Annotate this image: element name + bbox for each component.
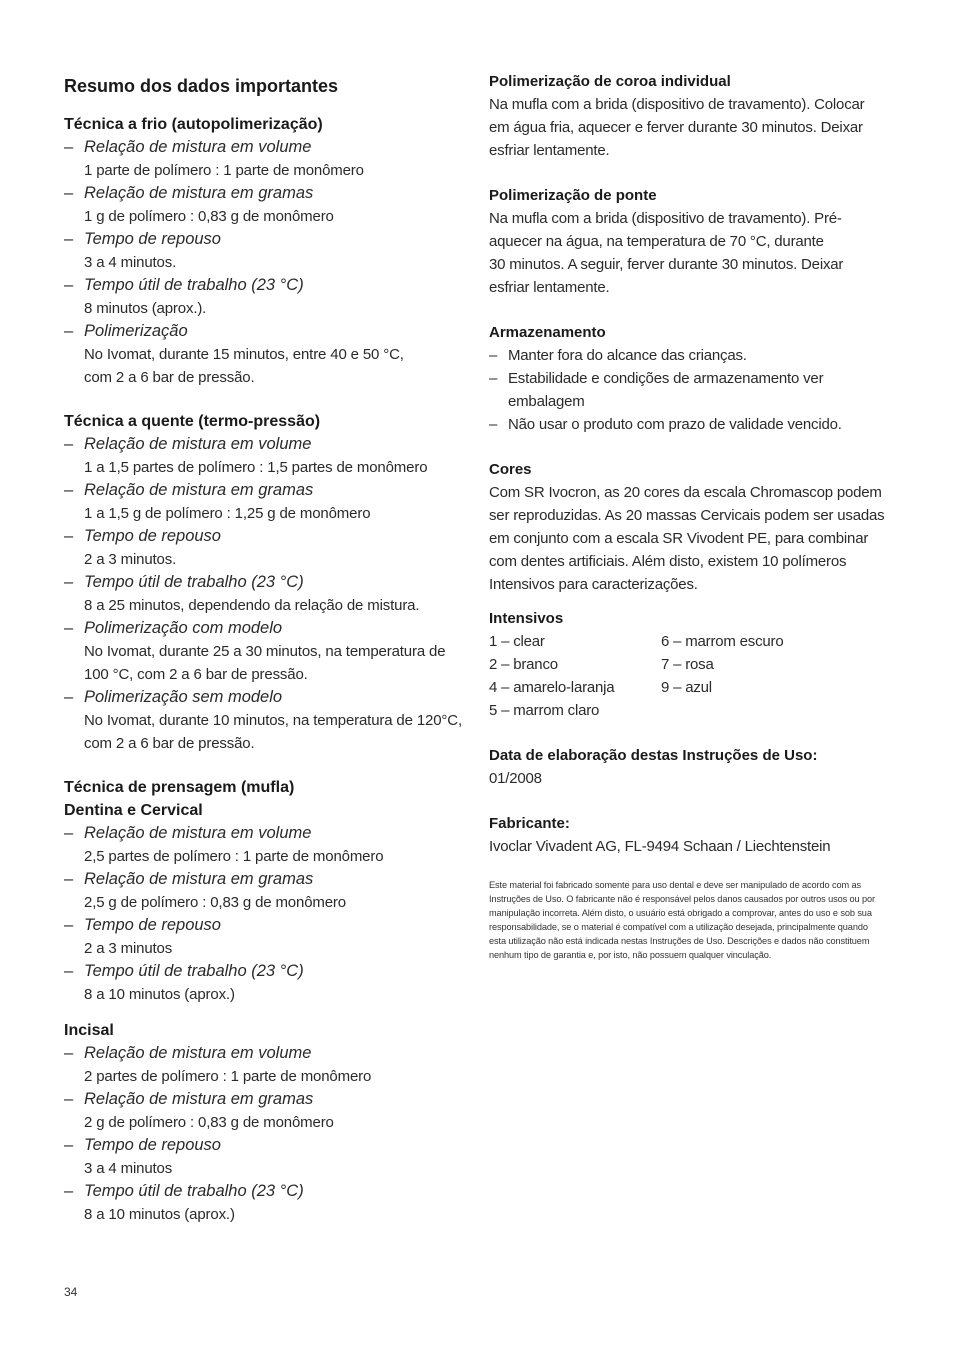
cold-technique-list: [64, 136, 474, 389]
dentin-cervical-list: [64, 822, 474, 1006]
item-value: 1 parte de polímero : 1 parte de monômero: [84, 162, 364, 179]
crown-polymerization-text: [489, 93, 899, 162]
text-line: Intensivos para caracterizações.: [489, 576, 698, 593]
text-line: manipulação incorreta. Além disto, o usuário está obrigado a comprovar, antes do uso e sob sua: [489, 908, 872, 918]
item-label-text: Tempo de repouso: [84, 916, 221, 934]
item-value: 1 a 1,5 g de polímero : 1,25 g de monômero: [84, 505, 371, 522]
item-label-text: Polimerização: [84, 322, 188, 340]
item-label: [64, 228, 474, 251]
item-label: [64, 914, 474, 937]
item-label-text: Relação de mistura em gramas: [84, 481, 314, 499]
dash-marker: –: [64, 916, 74, 934]
item-label: [64, 182, 474, 205]
intensive-shade: 7 – rosa: [661, 656, 714, 673]
text-line: em água fria, aquecer e ferver durante 30 minutos. Deixar: [489, 119, 863, 136]
item-value: No Ivomat, durante 10 minutos, na temperatura de 120°C,: [84, 712, 462, 729]
text-line: responsabilidade, se o material é compatível com a utilização desejada, principalmente quando: [489, 922, 868, 932]
item-label: [64, 868, 474, 891]
dash-marker: –: [64, 1044, 74, 1062]
dentin-cervical-title: Dentina e Cervical: [64, 802, 203, 819]
item-value: 3 a 4 minutos.: [84, 254, 177, 271]
item-value: com 2 a 6 bar de pressão.: [84, 369, 255, 386]
intensive-shade: 2 – branco: [489, 656, 558, 673]
item-label-text: Relação de mistura em volume: [84, 824, 312, 842]
item-value: 8 minutos (aprox.).: [84, 300, 207, 317]
cold-technique-title: Técnica a frio (autopolimerização): [64, 116, 323, 133]
text-line: 30 minutos. A seguir, ferver durante 30 minutos. Deixar: [489, 256, 844, 273]
press-technique-title: Técnica de prensagem (mufla): [64, 779, 295, 796]
item-label: [64, 320, 474, 343]
storage-title: Armazenamento: [489, 324, 606, 341]
item-label: [64, 1042, 474, 1065]
page-number: 34: [64, 1285, 78, 1299]
dash-marker: –: [64, 230, 74, 248]
hot-technique-title: Técnica a quente (termo-pressão): [64, 413, 321, 430]
item-label-text: Tempo útil de trabalho (23 °C): [84, 962, 304, 980]
item-value: 1 g de polímero : 0,83 g de monômero: [84, 208, 334, 225]
dash-marker: –: [64, 824, 74, 842]
text-line: esfriar lentamente.: [489, 142, 610, 159]
dash-marker: –: [64, 184, 74, 202]
dash-marker: –: [64, 481, 74, 499]
item-value: 2 a 3 minutos: [84, 940, 173, 957]
item-label-text: Relação de mistura em gramas: [84, 870, 314, 888]
dash-marker: –: [64, 870, 74, 888]
dash-marker: –: [64, 138, 74, 156]
text-line: Na mufla com a brida (dispositivo de travamento). Pré-: [489, 210, 842, 227]
item-label: [64, 433, 474, 456]
bridge-polymerization-title: Polimerização de ponte: [489, 187, 657, 204]
item-label-text: Tempo útil de trabalho (23 °C): [84, 276, 304, 294]
text-line: esta utilização não está indicada nestas Instruções de Uso. Descrições e dados não constituem: [489, 936, 870, 946]
intensive-shade: 6 – marrom escuro: [661, 633, 784, 650]
bullet-item: [489, 344, 899, 367]
bullet-line: Não usar o produto com prazo de validade vencido.: [508, 416, 842, 433]
item-label-text: Relação de mistura em gramas: [84, 184, 314, 202]
hot-technique-list: [64, 433, 474, 755]
item-label: [64, 1134, 474, 1157]
text-line: Este material foi fabricado somente para uso dental e deve ser manipulado de acordo com as: [489, 880, 861, 890]
storage-list: [489, 344, 899, 436]
item-label-text: Polimerização com modelo: [84, 619, 283, 637]
item-label-text: Tempo útil de trabalho (23 °C): [84, 1182, 304, 1200]
item-value: No Ivomat, durante 15 minutos, entre 40 e 50 °C,: [84, 346, 404, 363]
item-label-text: Relação de mistura em volume: [84, 435, 312, 453]
bullet-item: [489, 367, 899, 413]
text-line: em conjunto com a escala SR Vivodent PE, para combinar: [489, 530, 869, 547]
right-column: [489, 70, 899, 962]
item-label-text: Relação de mistura em gramas: [84, 1090, 314, 1108]
left-column: [64, 70, 474, 1226]
item-label-text: Tempo de repouso: [84, 1136, 221, 1154]
bridge-polymerization-text: [489, 207, 899, 299]
item-value: No Ivomat, durante 25 a 30 minutos, na temperatura de: [84, 643, 446, 660]
intensive-shades-table: [489, 630, 899, 722]
item-value: 8 a 10 minutos (aprox.): [84, 986, 235, 1003]
item-label-text: Tempo de repouso: [84, 527, 221, 545]
dash-marker: –: [64, 1182, 74, 1200]
dash-marker: –: [489, 370, 498, 387]
dash-marker: –: [489, 347, 498, 364]
dash-marker: –: [64, 573, 74, 591]
text-line: ser reproduzidas. As 20 massas Cervicais podem ser usadas: [489, 507, 885, 524]
manufacturer-value: Ivoclar Vivadent AG, FL-9494 Schaan / Liechtenstein: [489, 838, 831, 855]
bullet-line: embalagem: [508, 393, 585, 410]
item-label: [64, 274, 474, 297]
item-label-text: Relação de mistura em volume: [84, 138, 312, 156]
item-value: 2,5 g de polímero : 0,83 g de monômero: [84, 894, 346, 911]
bullet-line: Estabilidade e condições de armazenamento ver: [508, 370, 824, 387]
intensive-shade: 1 – clear: [489, 633, 545, 650]
text-line: esfriar lentamente.: [489, 279, 610, 296]
dash-marker: –: [64, 688, 74, 706]
date-value: 01/2008: [489, 770, 542, 787]
item-value: 8 a 10 minutos (aprox.): [84, 1206, 235, 1223]
item-value: com 2 a 6 bar de pressão.: [84, 735, 255, 752]
bullet-line: Manter fora do alcance das crianças.: [508, 347, 747, 364]
item-label: [64, 1180, 474, 1203]
intensive-shade: 4 – amarelo-laranja: [489, 679, 615, 696]
item-label: [64, 686, 474, 709]
item-label: [64, 1088, 474, 1111]
intensive-shade: 9 – azul: [661, 679, 712, 696]
shades-title: Cores: [489, 461, 532, 478]
item-value: 2 g de polímero : 0,83 g de monômero: [84, 1114, 334, 1131]
text-line: com dentes artificiais. Além disto, existem 10 polímeros: [489, 553, 847, 570]
item-value: 2 partes de polímero : 1 parte de monômero: [84, 1068, 372, 1085]
shades-text: [489, 481, 899, 596]
item-label: [64, 136, 474, 159]
dash-marker: –: [64, 619, 74, 637]
intensive-shade: 5 – marrom claro: [489, 702, 600, 719]
incisal-title: Incisal: [64, 1022, 114, 1039]
dash-marker: –: [64, 1136, 74, 1154]
text-line: nenhum tipo de garantia e, por isto, não possuem qualquer vinculação.: [489, 950, 772, 960]
item-label: [64, 479, 474, 502]
item-label: [64, 822, 474, 845]
dash-marker: –: [64, 322, 74, 340]
item-value: 3 a 4 minutos: [84, 1160, 173, 1177]
item-value: 8 a 25 minutos, dependendo da relação de mistura.: [84, 597, 420, 614]
dash-marker: –: [64, 962, 74, 980]
text-line: Na mufla com a brida (dispositivo de travamento). Colocar: [489, 96, 865, 113]
item-value: 100 °C, com 2 a 6 bar de pressão.: [84, 666, 308, 683]
item-value: 2 a 3 minutos.: [84, 551, 177, 568]
dash-marker: –: [64, 527, 74, 545]
manufacturer-title: Fabricante:: [489, 815, 570, 832]
dash-marker: –: [64, 435, 74, 453]
bullet-item: [489, 413, 899, 436]
item-label: [64, 571, 474, 594]
dash-marker: –: [489, 416, 498, 433]
dash-marker: –: [64, 1090, 74, 1108]
item-label-text: Polimerização sem modelo: [84, 688, 283, 706]
item-value: 2,5 partes de polímero : 1 parte de monômero: [84, 848, 384, 865]
incisal-list: [64, 1042, 474, 1226]
text-line: Com SR Ivocron, as 20 cores da escala Chromascop podem: [489, 484, 882, 501]
page-title: Resumo dos dados importantes: [64, 76, 339, 96]
dash-marker: –: [64, 276, 74, 294]
intensive-title: Intensivos: [489, 610, 564, 627]
disclaimer: [489, 878, 899, 962]
item-label: [64, 960, 474, 983]
item-label: [64, 617, 474, 640]
date-title: Data de elaboração destas Instruções de Uso:: [489, 747, 818, 764]
item-label: [64, 525, 474, 548]
text-line: Instruções de Uso. O fabricante não é responsável pelos danos causados por outros usos ou por: [489, 894, 876, 904]
item-label-text: Tempo de repouso: [84, 230, 221, 248]
item-value: 1 a 1,5 partes de polímero : 1,5 partes de monômero: [84, 459, 428, 476]
item-label-text: Tempo útil de trabalho (23 °C): [84, 573, 304, 591]
item-label-text: Relação de mistura em volume: [84, 1044, 312, 1062]
text-line: aquecer na água, na temperatura de 70 °C, durante: [489, 233, 824, 250]
crown-polymerization-title: Polimerização de coroa individual: [489, 73, 731, 90]
